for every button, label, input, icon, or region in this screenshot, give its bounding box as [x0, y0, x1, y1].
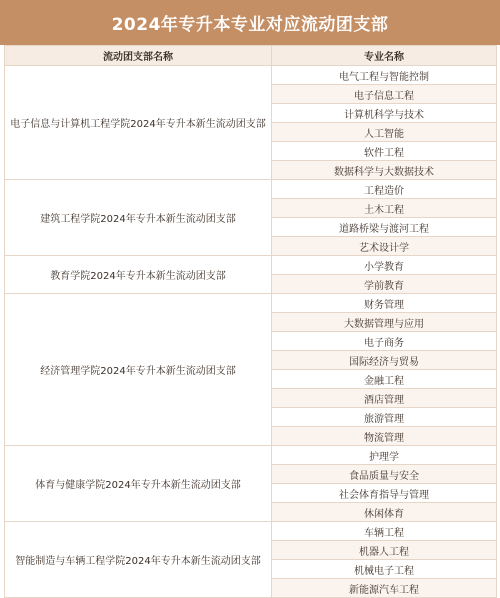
major-name-cell: 机械电子工程	[272, 560, 497, 579]
major-name-cell: 社会体育指导与管理	[272, 484, 497, 503]
major-name-cell: 护理学	[272, 446, 497, 465]
major-name-cell: 电气工程与智能控制	[272, 66, 497, 85]
major-name-cell: 酒店管理	[272, 389, 497, 408]
major-name-cell: 电子商务	[272, 332, 497, 351]
branch-name-cell: 电子信息与计算机工程学院2024年专升本新生流动团支部	[5, 66, 272, 180]
major-name-cell: 机器人工程	[272, 541, 497, 560]
major-name-cell: 数据科学与大数据技术	[272, 161, 497, 180]
major-name-cell: 车辆工程	[272, 522, 497, 541]
table-row	[5, 294, 497, 313]
major-name-cell: 新能源汽车工程	[272, 579, 497, 598]
branch-name-cell: 建筑工程学院2024年专升本新生流动团支部	[5, 180, 272, 256]
major-name-cell: 大数据管理与应用	[272, 313, 497, 332]
major-name-cell: 休闲体育	[272, 503, 497, 522]
major-name-cell: 计算机科学与技术	[272, 104, 497, 123]
major-name-cell: 艺术设计学	[272, 237, 497, 256]
branch-name-cell: 经济管理学院2024年专升本新生流动团支部	[5, 294, 272, 446]
branch-name-cell: 体育与健康学院2024年专升本新生流动团支部	[5, 446, 272, 522]
major-name-cell: 金融工程	[272, 370, 497, 389]
major-name-cell: 国际经济与贸易	[272, 351, 497, 370]
major-name-cell: 物流管理	[272, 427, 497, 446]
table-row	[5, 256, 497, 275]
header-major-name: 专业名称	[272, 46, 497, 66]
table-container	[0, 45, 500, 598]
page-title: 2024年专升本专业对应流动团支部	[0, 0, 500, 45]
table-row	[5, 180, 497, 199]
table-header-row	[5, 46, 497, 66]
major-name-cell: 工程造价	[272, 180, 497, 199]
branch-name-cell: 教育学院2024年专升本新生流动团支部	[5, 256, 272, 294]
table-row	[5, 66, 497, 85]
major-name-cell: 道路桥梁与渡河工程	[272, 218, 497, 237]
major-name-cell: 小学教育	[272, 256, 497, 275]
table-body	[5, 66, 497, 598]
major-name-cell: 电子信息工程	[272, 85, 497, 104]
major-name-cell: 软件工程	[272, 142, 497, 161]
major-name-cell: 学前教育	[272, 275, 497, 294]
major-name-cell: 食品质量与安全	[272, 465, 497, 484]
header-branch-name: 流动团支部名称	[5, 46, 272, 66]
major-name-cell: 人工智能	[272, 123, 497, 142]
major-name-cell: 财务管理	[272, 294, 497, 313]
table-row	[5, 522, 497, 541]
major-name-cell: 土木工程	[272, 199, 497, 218]
major-name-cell: 旅游管理	[272, 408, 497, 427]
branch-name-cell: 智能制造与车辆工程学院2024年专升本新生流动团支部	[5, 522, 272, 598]
branch-major-table	[4, 45, 497, 598]
table-row	[5, 446, 497, 465]
